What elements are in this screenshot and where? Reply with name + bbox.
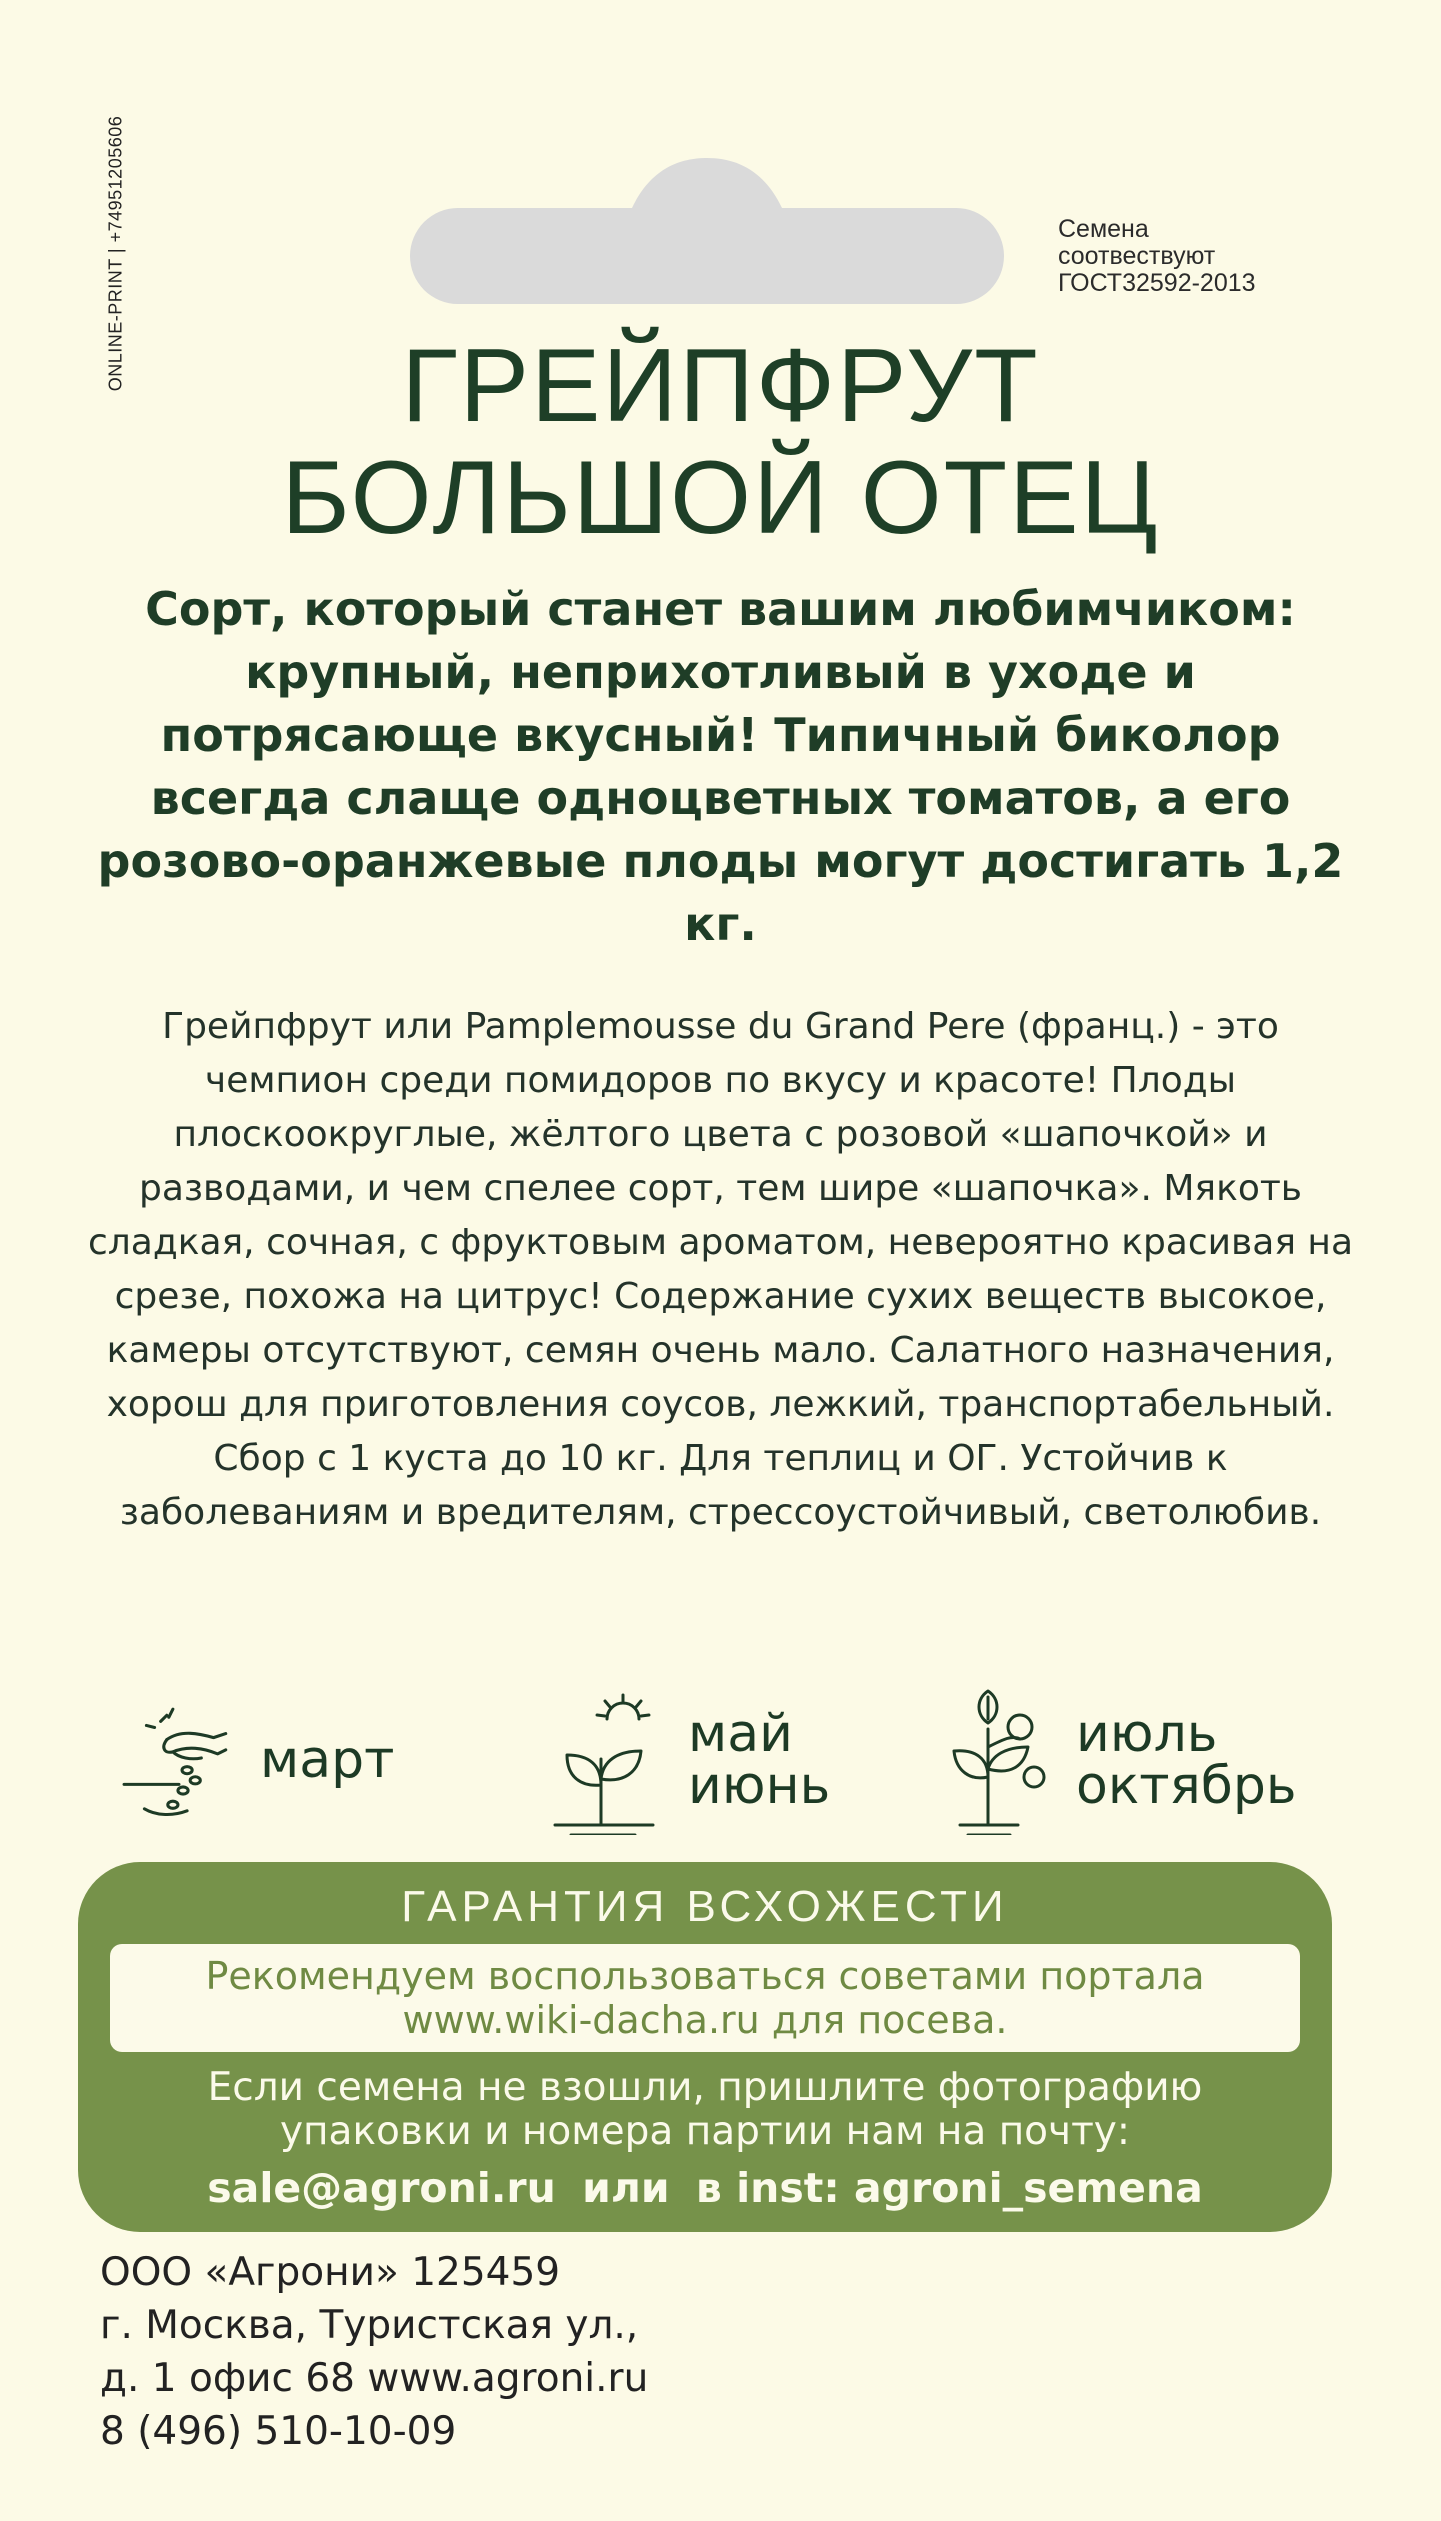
planting-month-end: июнь <box>688 1756 831 1816</box>
recommendation-line-2: www.wiki-dacha.ru для посева. <box>402 1998 1008 2042</box>
germination-guarantee-block <box>78 1862 1332 2232</box>
planting-month-start: май <box>688 1704 793 1764</box>
guarantee-instructions <box>78 2066 1332 2154</box>
season-harvest-label <box>1076 1704 1297 1816</box>
hang-hole-shape <box>398 158 1016 306</box>
sowing-month: март <box>260 1730 395 1790</box>
side-print-text: ONLINE-PRINT | +74951205606 <box>105 115 126 391</box>
title-line-2: БОЛЬШОЙ ОТЕЦ <box>281 440 1160 556</box>
guarantee-contacts <box>78 2164 1332 2212</box>
hand-seeds-icon <box>120 1699 242 1821</box>
title-line-1: ГРЕЙПФРУТ <box>401 328 1040 444</box>
gost-line-1: Семена <box>1058 215 1149 243</box>
harvest-month-end: октябрь <box>1076 1756 1297 1816</box>
sprout-sun-icon <box>548 1685 670 1835</box>
gost-line-2: соотвествуют <box>1058 242 1216 270</box>
company-info <box>100 2246 648 2458</box>
product-description: Грейпфрут или Pamplemousse du Grand Pere (франц.) - это чемпион среди помидоров по вкусу и красоте! Плоды плоскоокруглые, жёлтого цвета с розовой «шапочкой» и разводами, и чем спелее сорт, тем шире «шапочка». Мякоть сладкая, сочная, с фруктовым ароматом, невероятно красивая на срезе, похожа на цитрус! Содержание сухих веществ высокое, камеры отсутствуют, семян очень мало. Салатного назначения, хорош для приготовления соусов, лежкий, транспортабельный. Сбор с 1 куста до 10 кг. Для теплиц и ОГ. Устойчив к заболеваниям и вредителям, стрессоустойчивый, светолюбив. <box>87 1006 1354 1533</box>
plant-fruit-icon <box>948 1685 1058 1835</box>
harvest-month-start: июль <box>1076 1704 1218 1764</box>
guarantee-recommendation <box>110 1944 1300 2052</box>
company-address-street: г. Москва, Туристская ул., <box>100 2303 639 2348</box>
product-title <box>0 330 1441 554</box>
company-phone: 8 (496) 510-10-09 <box>100 2409 457 2454</box>
gost-line-3: ГОСТ32592-2013 <box>1058 269 1256 297</box>
gost-note <box>1058 216 1256 297</box>
contact-email: sale@agroni.ru <box>207 2164 556 2212</box>
guarantee-title: ГАРАНТИЯ ВСХОЖЕСТИ <box>401 1882 1009 1931</box>
company-name: ООО «Агрони» 125459 <box>100 2250 561 2295</box>
season-planting <box>548 1685 830 1835</box>
season-harvest <box>948 1685 1297 1835</box>
contact-or: или <box>582 2164 670 2212</box>
instructions-line-2: упаковки и номера партии нам на почту: <box>279 2109 1131 2154</box>
recommendation-line-1: Рекомендуем воспользоваться советами портала <box>205 1954 1205 1998</box>
company-address-office: д. 1 офис 68 www.agroni.ru <box>100 2356 649 2401</box>
season-planting-label <box>688 1704 831 1816</box>
contact-instagram: в inst: agroni_semena <box>695 2164 1203 2212</box>
instructions-line-1: Если семена не взошли, пришлите фотографию <box>207 2065 1203 2110</box>
product-tagline: Сорт, который станет вашим любимчиком: крупный, неприхотливый в уходе и потрясающе вкусный! Типичный биколор всегда слаще одноцветных томатов, а его розово-оранжевые плоды могут достигать 1,2 кг. <box>97 582 1344 951</box>
season-sowing-label <box>260 1730 395 1790</box>
season-sowing <box>120 1685 394 1835</box>
